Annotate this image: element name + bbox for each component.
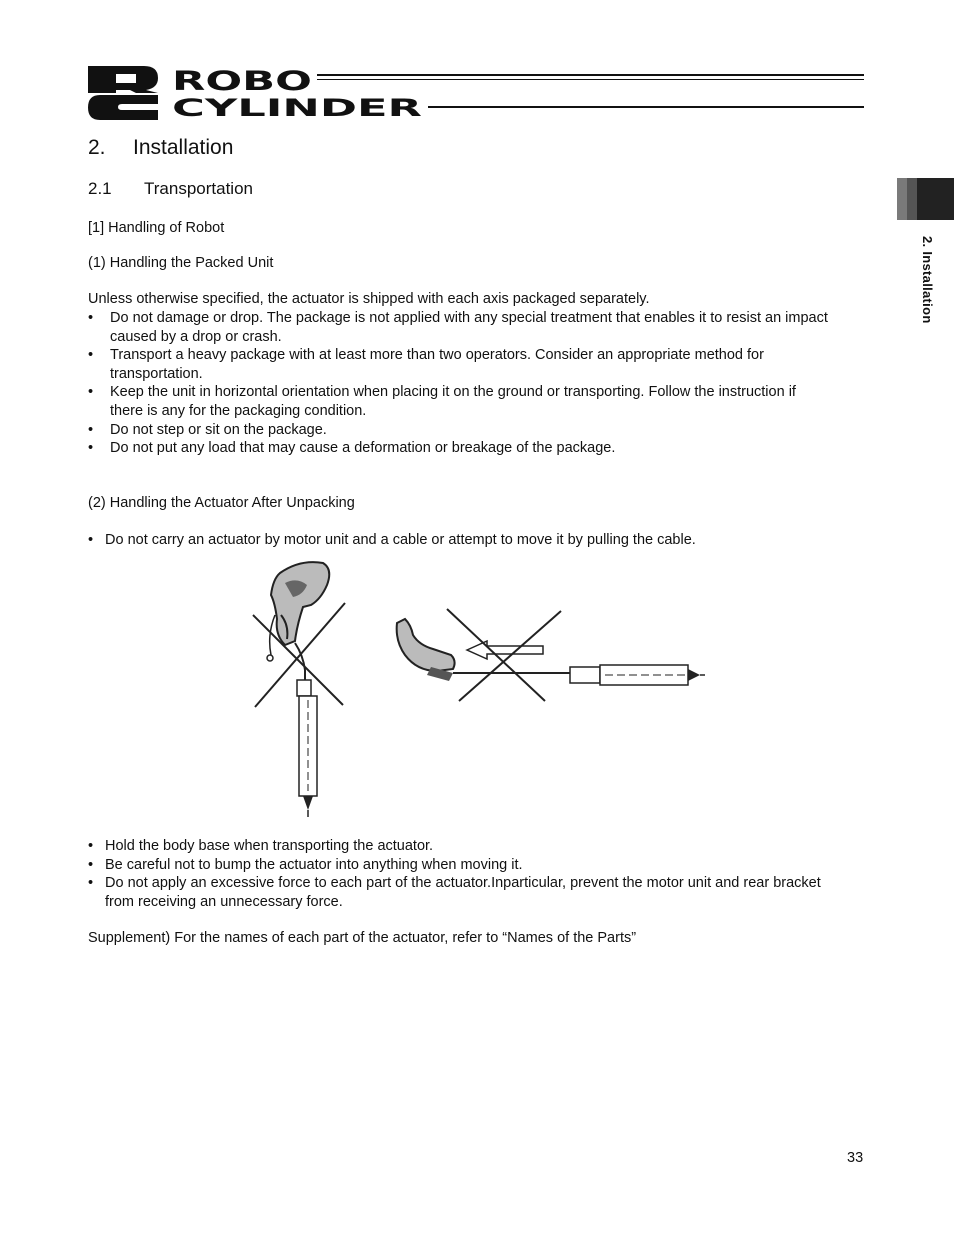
- cross-mark-right-b: [459, 611, 561, 701]
- packed-unit-bullet-list: [88, 309, 828, 458]
- packed-unit-intro: Unless otherwise specified, the actuator is shipped with each axis packaged separately.: [88, 291, 650, 307]
- pulling-hand-icon: [397, 619, 455, 681]
- handling-robot-heading: [1] Handling of Robot: [88, 220, 225, 236]
- after-unpacking-heading: (2) Handling the Actuator After Unpacking: [88, 495, 355, 511]
- packed-unit-heading: (1) Handling the Packed Unit: [88, 255, 274, 271]
- page-number: 33: [847, 1150, 864, 1166]
- logo-text-robo: ROBO: [172, 66, 312, 97]
- section-number: 2.: [88, 136, 106, 159]
- illustration-wrong-carrying: [245, 555, 715, 820]
- header-rule-bottom: [428, 106, 864, 108]
- list-item: • Do not put any load that may cause a deformation or breakage of the package.: [88, 439, 828, 458]
- actuator-vertical: [297, 680, 317, 817]
- list-item: • Keep the unit in horizontal orientation when placing it on the ground or transporting. Follow the instruction if there is any for the packaging condition.: [88, 383, 828, 420]
- list-item: • Do not damage or drop. The package is not applied with any special treatment that enables it to resist an impact caused by a drop or crash.: [88, 309, 828, 346]
- arrow-left-icon: [467, 641, 543, 659]
- list-item: • Hold the body base when transporting the actuator.: [88, 837, 833, 856]
- supplement-note: Supplement) For the names of each part of the actuator, refer to “Names of the Parts”: [88, 930, 637, 946]
- subsection-heading: [88, 179, 253, 199]
- list-item: • Do not carry an actuator by motor unit and a cable or attempt to move it by pulling the cable.: [88, 531, 848, 550]
- section-heading: [88, 136, 233, 160]
- transport-tips-list: [88, 837, 833, 911]
- list-item: • Do not step or sit on the package.: [88, 421, 828, 440]
- subsection-title: Transportation: [144, 179, 253, 198]
- section-title: Installation: [133, 136, 234, 159]
- subsection-number: 2.1: [88, 179, 112, 198]
- actuator-horizontal: [570, 665, 705, 685]
- header-rule-top-thin: [317, 79, 864, 80]
- unpacking-warning-list: [88, 531, 848, 550]
- list-item: • Do not apply an excessive force to each part of the actuator.Inparticular, prevent the motor unit and rear bracket from receiving an unnecessary force.: [88, 874, 833, 911]
- cross-mark-right-a: [447, 609, 545, 701]
- side-tab-label: 2. Installation: [920, 236, 935, 324]
- side-tab-marker: [897, 178, 954, 220]
- list-item: • Be careful not to bump the actuator into anything when moving it.: [88, 856, 833, 875]
- header-rule-top: [317, 74, 864, 76]
- logo-text-cylinder: CYLINDER: [172, 94, 422, 120]
- list-item: • Transport a heavy package with at least more than two operators. Consider an appropriate method for transportation.: [88, 346, 828, 383]
